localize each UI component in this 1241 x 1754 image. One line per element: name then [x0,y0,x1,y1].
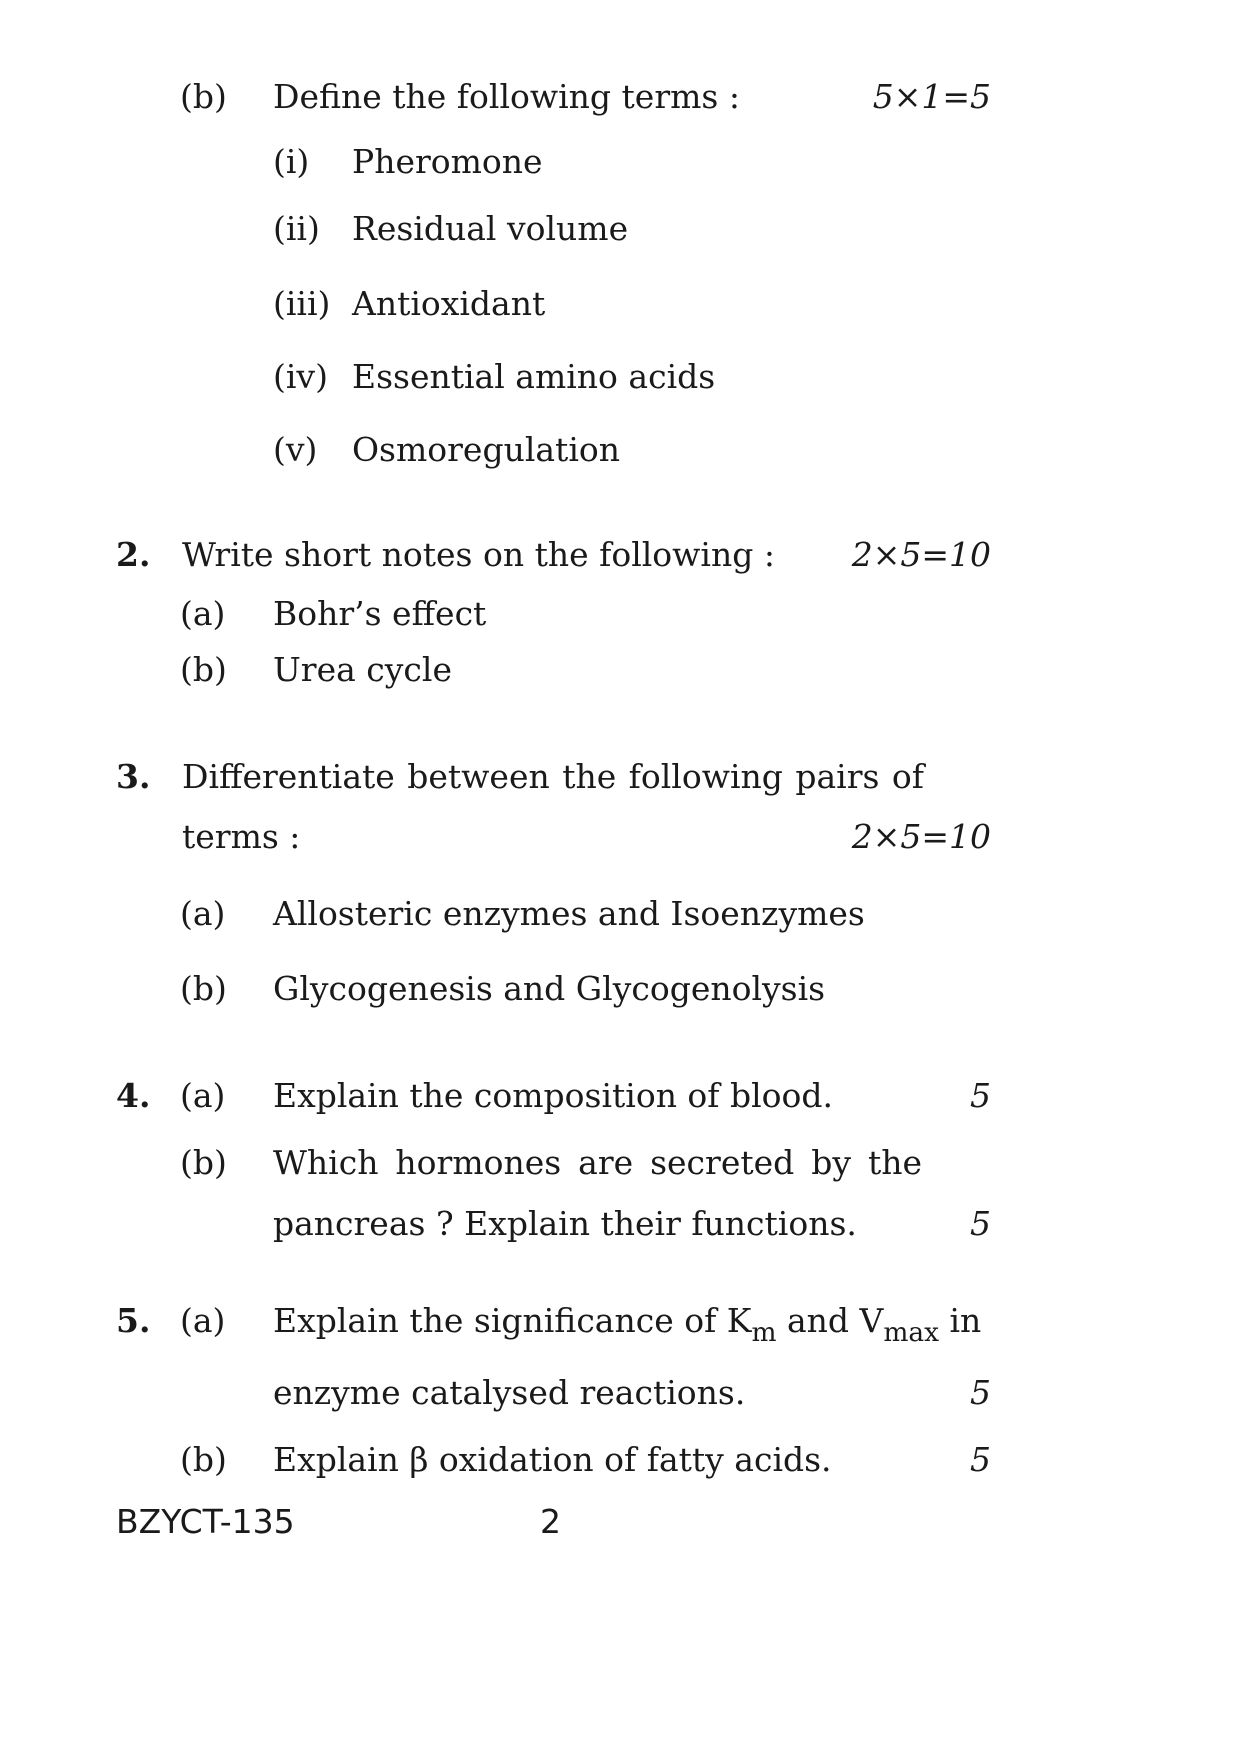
q3-word-4: following [628,757,783,796]
q2-part-label-a: (a) [180,594,226,633]
q1b-item-text-3: Antioxidant [352,284,546,323]
q5b-marks: 5 [970,1440,991,1479]
q2-number: 2. [116,535,151,574]
q3-word-6: of [891,757,924,796]
q5a-post: in [939,1301,982,1340]
q3-word-2: between [407,757,550,796]
q3-marks: 2×5=10 [851,817,991,856]
q1b-marks: 5×1=5 [872,77,991,116]
q5a-sub-max: max [883,1317,940,1349]
q3-number: 3. [116,757,151,796]
q4b-label: (b) [180,1143,227,1182]
q5a-marks: 5 [970,1373,991,1412]
q5a-sub-m: m [751,1317,777,1349]
q4b-word-4: secreted [650,1143,795,1182]
q1b-item-label-2: (ii) [273,209,320,248]
q4b-line2: pancreas ? Explain their functions. [273,1204,857,1243]
q4-number: 4. [116,1076,151,1115]
q4a-label: (a) [180,1076,226,1115]
q4b-word-6: the [867,1143,922,1182]
q2-part-text-b: Urea cycle [273,650,452,689]
q3-part-text-a: Allosteric enzymes and Isoenzymes [273,894,865,933]
q1b-item-text-5: Osmoregulation [352,430,620,469]
q5a-line1 [273,1301,982,1349]
q1b-item-text-4: Essential amino acids [352,357,716,396]
q1b-item-text-2: Residual volume [352,209,629,248]
q1b-item-label-5: (v) [273,430,318,469]
q4a-text: Explain the composition of blood. [273,1076,834,1115]
q1b-text: Define the following terms : [273,77,740,116]
q1b-item-label-1: (i) [273,142,310,181]
q3-line2: terms : [182,817,301,856]
q3-line1 [182,757,924,796]
q2-part-label-b: (b) [180,650,227,689]
q5a-label: (a) [180,1301,226,1340]
q4b-marks: 5 [970,1204,991,1243]
q4a-marks: 5 [970,1076,991,1115]
q4b-word-1: Which [273,1143,379,1182]
q3-word-1: Differentiate [182,757,395,796]
q5a-line2: enzyme catalysed reactions. [273,1373,746,1412]
q4b-word-2: hormones [395,1143,562,1182]
q5b-label: (b) [180,1440,227,1479]
q3-part-text-b: Glycogenesis and Glycogenolysis [273,969,826,1008]
q4b-word-3: are [578,1143,634,1182]
q1b-label: (b) [180,77,227,116]
q2-part-text-a: Bohr’s effect [273,594,487,633]
q5-number: 5. [116,1301,151,1340]
q5a-mid: and V [776,1301,884,1340]
footer-course-code: BZYCT-135 [116,1502,295,1541]
q2-text: Write short notes on the following : [182,535,775,574]
q3-word-5: pairs [795,757,880,796]
q5b-text: Explain β oxidation of fatty acids. [273,1440,832,1479]
footer-page-number: 2 [540,1502,561,1541]
q3-part-label-a: (a) [180,894,226,933]
q1b-item-label-4: (iv) [273,357,328,396]
q2-marks: 2×5=10 [851,535,991,574]
q3-part-label-b: (b) [180,969,227,1008]
q5a-pre: Explain the significance of K [273,1301,752,1340]
q1b-item-label-3: (iii) [273,284,331,323]
q1b-item-text-1: Pheromone [352,142,543,181]
q4b-line1 [273,1143,922,1182]
q3-word-3: the [562,757,617,796]
q4b-word-5: by [811,1143,851,1182]
